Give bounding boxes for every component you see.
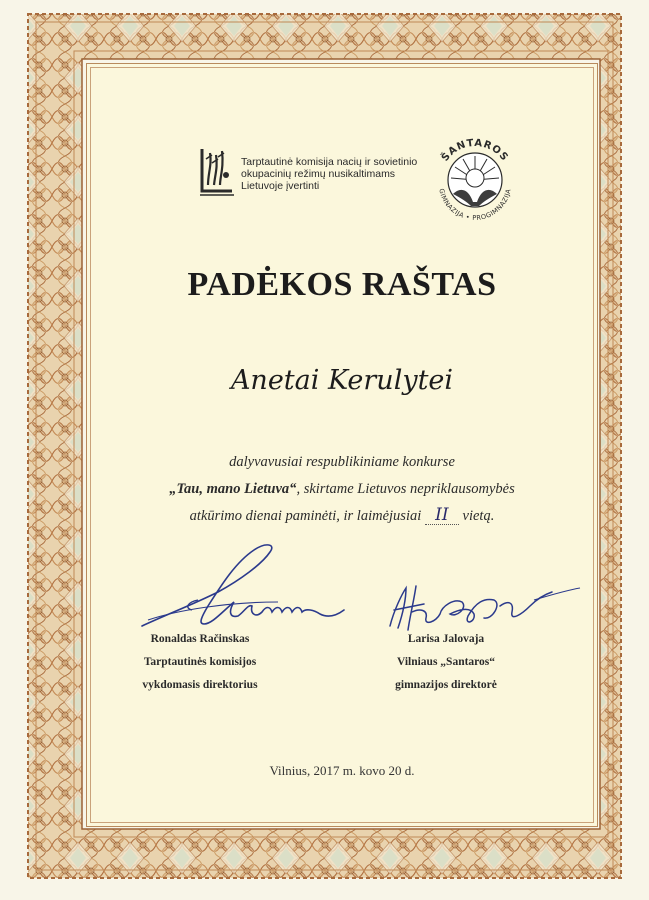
recipient-name: Anetai Kerulytei (230, 365, 454, 396)
body-line-2 (100, 476, 584, 503)
body-line-3-start: atkūrimo dienai paminėti, ir laimėjusiai (189, 508, 422, 524)
signatory-left (100, 628, 300, 697)
body-line-1: dalyvavusiai respublikiniame konkurse (229, 454, 455, 470)
body-line-3 (100, 503, 584, 530)
commission-name-line: Lietuvoje įvertinti (241, 180, 320, 192)
signature-left (138, 540, 348, 632)
signatory-right (346, 628, 546, 697)
body-line-2-rest: , skirtame Lietuvos nepriklausomybės (296, 481, 515, 497)
school-emblem-bottom-text: GIMNAZIJA • PROGIMNAZIJA (437, 187, 513, 223)
place-and-date: Vilnius, 2017 m. kovo 20 d. (269, 763, 415, 778)
certificate-title: PADĖKOS RAŠTAS (187, 266, 497, 303)
school-emblem-top-text: ŠANTAROS (439, 137, 511, 164)
signatory-role-line: Tarptautinės komisijos (143, 656, 257, 668)
santaros-school-emblem (427, 132, 523, 228)
signatory-name: Ronaldas Račinskas (150, 633, 250, 645)
signatory-role-line: gimnazijos direktorė (395, 679, 497, 691)
commission-logo-icon (196, 145, 236, 201)
certificate-body (100, 449, 584, 530)
commission-name-line: Tarptautinė komisija nacių ir sovietinio (241, 156, 418, 168)
commission-name (241, 156, 431, 192)
signatory-role-line: Vilniaus „Santaros“ (396, 656, 496, 668)
commission-name-line: okupacinių režimų nusikaltimams (241, 168, 396, 180)
signatory-name: Larisa Jalovaja (407, 633, 485, 645)
signatory-role-line: vykdomasis direktorius (142, 679, 258, 691)
body-line-3-end: vietą. (462, 508, 495, 524)
contest-name: „Tau, mano Lietuva“ (169, 481, 297, 497)
awarded-place: II (425, 506, 459, 525)
